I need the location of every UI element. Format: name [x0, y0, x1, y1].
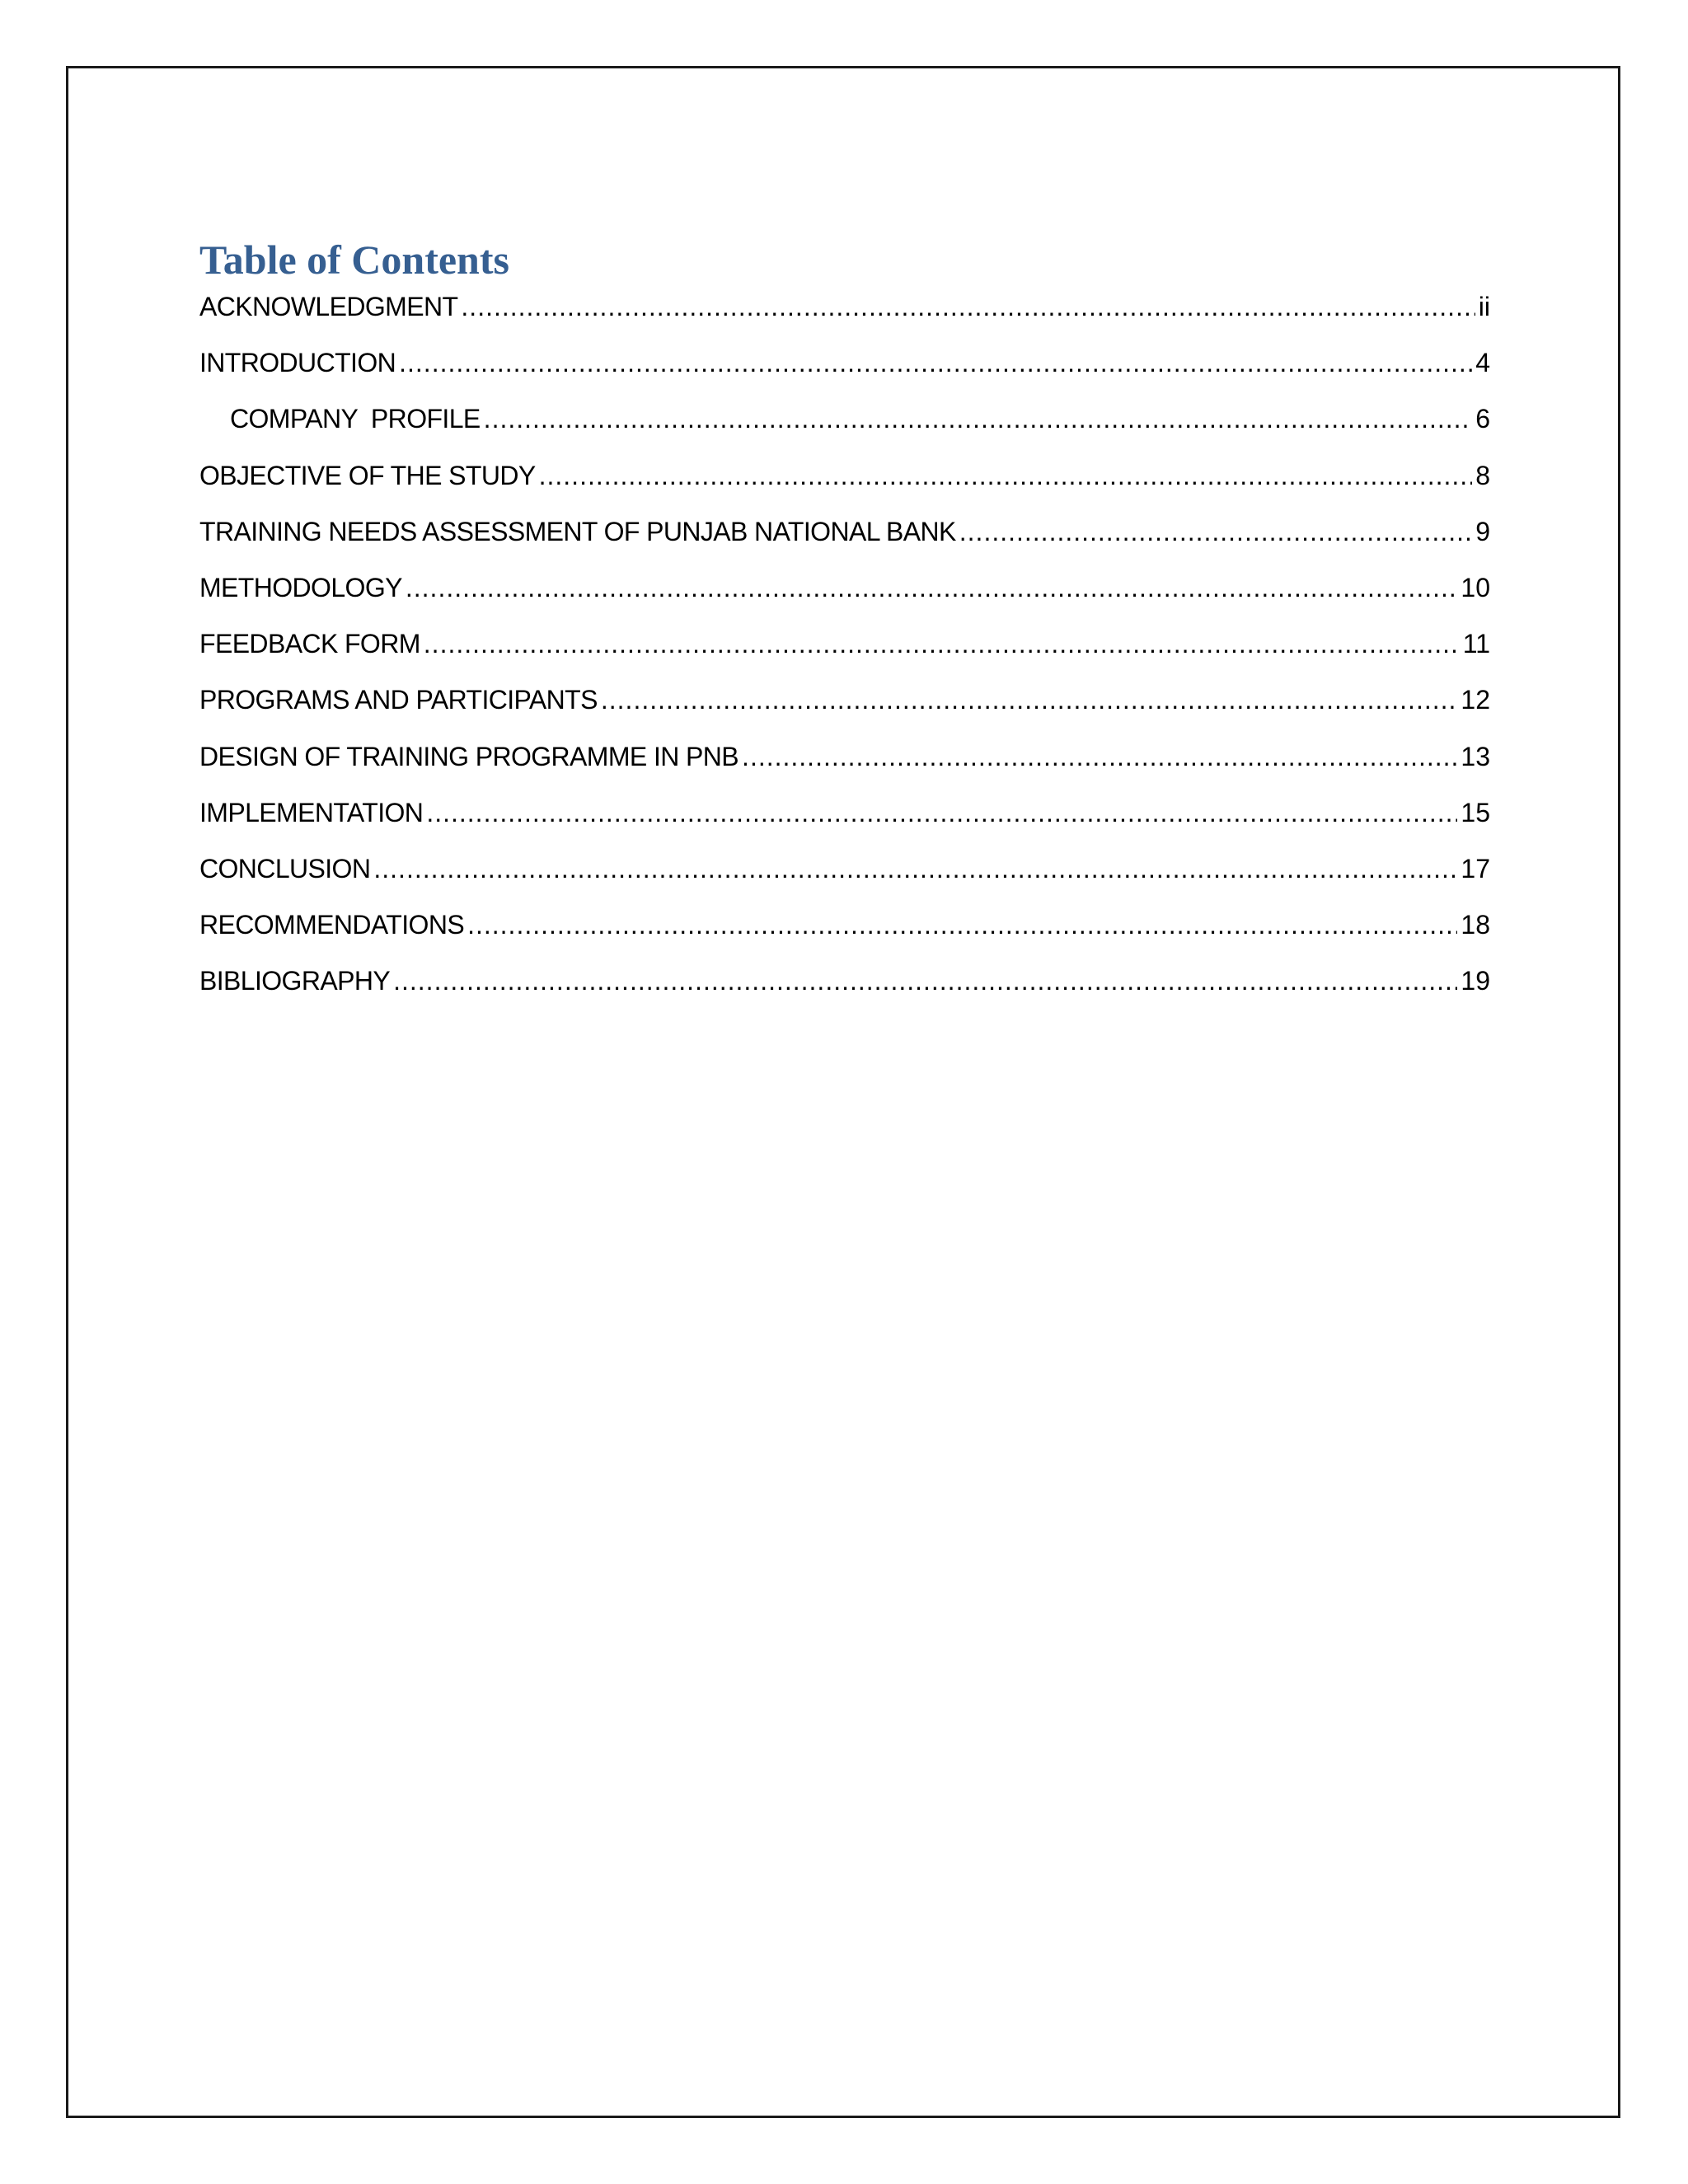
toc-entry-implementation[interactable] [199, 790, 1490, 846]
toc-entry-label: FEEDBACK FORM [199, 629, 420, 659]
toc-entry-methodology[interactable] [199, 565, 1490, 621]
dot-leader [484, 396, 1473, 442]
toc-entry-label: RECOMMENDATIONS [199, 910, 465, 940]
toc-entry-bibliography[interactable] [199, 958, 1490, 1014]
toc-entry-label: INTRODUCTION [199, 348, 396, 378]
toc-entry-design-of-training-programme[interactable] [199, 733, 1490, 790]
toc-entry-label: OBJECTIVE OF THE STUDY [199, 460, 536, 490]
toc-entry-introduction[interactable] [199, 340, 1490, 396]
toc-entry-recommendations[interactable] [199, 902, 1490, 958]
dot-leader [742, 733, 1457, 780]
dot-leader [461, 284, 1475, 330]
toc-list [199, 284, 1490, 1014]
dot-leader [467, 902, 1457, 948]
toc-entry-page: 4 [1475, 348, 1490, 378]
toc-entry-page: 19 [1461, 966, 1490, 996]
toc-entry-page: 12 [1461, 685, 1490, 715]
toc-entry-label: METHODOLOGY [199, 572, 402, 602]
toc-entry-label: COMPANY PROFILE [230, 404, 481, 434]
toc-entry-acknowledgment[interactable] [199, 284, 1490, 340]
toc-entry-objective-of-the-study[interactable] [199, 452, 1490, 509]
dot-leader [393, 958, 1457, 1004]
toc-entry-page: 6 [1475, 404, 1490, 434]
toc-entry-conclusion[interactable] [199, 846, 1490, 902]
toc-entry-company-profile[interactable] [199, 396, 1490, 452]
dot-leader [406, 565, 1458, 611]
dot-leader [539, 452, 1473, 499]
toc-entry-training-needs-assessment[interactable] [199, 509, 1490, 565]
toc-entry-label: IMPLEMENTATION [199, 797, 424, 827]
toc-entry-page: ii [1478, 292, 1490, 321]
dot-leader [399, 340, 1472, 386]
dot-leader [373, 846, 1457, 892]
toc-entry-page: 10 [1461, 572, 1490, 602]
toc-entry-label: DESIGN OF TRAINING PROGRAMME IN PNB [199, 741, 739, 771]
toc-entry-page: 15 [1461, 797, 1490, 827]
toc-entry-label: PROGRAMS AND PARTICIPANTS [199, 685, 598, 715]
toc-entry-label: BIBLIOGRAPHY [199, 966, 391, 996]
toc-entry-page: 11 [1462, 629, 1490, 659]
toc-entry-label: TRAINING NEEDS ASSESSMENT OF PUNJAB NATIONAL BANK [199, 516, 956, 546]
dot-leader [601, 677, 1458, 723]
toc-entry-label: ACKNOWLEDGMENT [199, 292, 458, 321]
toc-entry-page: 9 [1475, 516, 1490, 546]
dot-leader [959, 509, 1472, 555]
toc-entry-feedback-form[interactable] [199, 621, 1490, 677]
dot-leader [424, 621, 1460, 667]
toc-entry-page: 8 [1475, 460, 1490, 490]
toc-entry-page: 18 [1461, 910, 1490, 940]
toc-entry-programs-and-participants[interactable] [199, 677, 1490, 733]
toc-entry-page: 17 [1461, 853, 1490, 883]
toc-entry-label: CONCLUSION [199, 853, 371, 883]
dot-leader [426, 790, 1457, 836]
toc-title: Table of Contents [199, 237, 509, 283]
toc-entry-page: 13 [1461, 741, 1490, 771]
